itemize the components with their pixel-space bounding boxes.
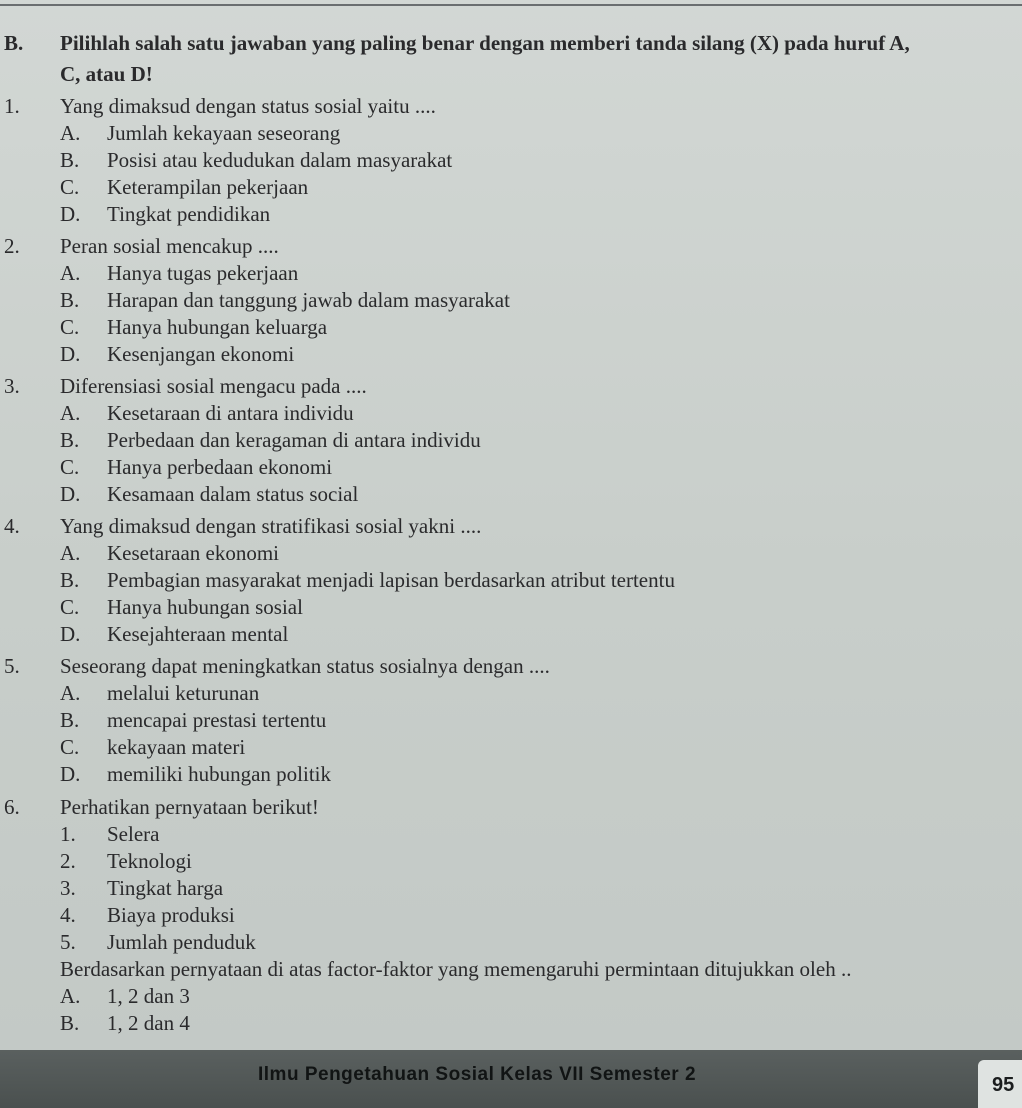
question-text: Yang dimaksud dengan status sosial yaitu .... bbox=[60, 94, 436, 118]
option-text: Hanya hubungan keluarga bbox=[107, 315, 328, 339]
option-text: Kesenjangan ekonomi bbox=[107, 342, 295, 366]
option-letter: B. bbox=[60, 428, 80, 452]
question-text: Yang dimaksud dengan stratifikasi sosial yakni .... bbox=[60, 514, 482, 538]
question-text: Diferensiasi sosial mengacu pada .... bbox=[60, 374, 367, 398]
option-letter: B. bbox=[60, 708, 80, 732]
option-letter: D. bbox=[60, 762, 81, 786]
top-rule bbox=[0, 4, 1022, 6]
question-text: Peran sosial mencakup .... bbox=[60, 234, 279, 258]
option-text: Jumlah kekayaan seseorang bbox=[107, 121, 341, 145]
option-text: memiliki hubungan politik bbox=[107, 762, 331, 786]
question-number: 2. bbox=[4, 234, 20, 258]
option-letter: D. bbox=[60, 342, 81, 366]
option-letter: C. bbox=[60, 595, 80, 619]
option-text: Kesetaraan di antara individu bbox=[107, 401, 354, 425]
option-letter: C. bbox=[60, 455, 80, 479]
question-number: 6. bbox=[4, 795, 20, 819]
option-letter: B. bbox=[60, 148, 80, 172]
statement-text: Selera bbox=[107, 822, 160, 846]
option-text: kekayaan materi bbox=[107, 735, 246, 759]
option-letter: C. bbox=[60, 315, 80, 339]
followup-text: Berdasarkan pernyataan di atas factor-faktor yang memengaruhi permintaan ditujukkan oleh .. bbox=[60, 957, 852, 981]
option-letter: C. bbox=[60, 175, 80, 199]
question-number: 3. bbox=[4, 374, 20, 398]
option-letter: A. bbox=[60, 401, 81, 425]
footer-title: Ilmu Pengetahuan Sosial Kelas VII Semester 2 bbox=[258, 1064, 697, 1085]
statement-text: Jumlah penduduk bbox=[107, 930, 256, 954]
option-text: Hanya tugas pekerjaan bbox=[107, 261, 299, 285]
question-number: 4. bbox=[4, 514, 20, 538]
statement-text: Tingkat harga bbox=[107, 876, 224, 900]
section-label: B. bbox=[4, 31, 24, 55]
option-letter: A. bbox=[60, 984, 81, 1008]
option-letter: A. bbox=[60, 121, 81, 145]
question-number: 5. bbox=[4, 654, 20, 678]
option-text: Kesamaan dalam status social bbox=[107, 482, 359, 506]
option-text: Tingkat pendidikan bbox=[107, 202, 271, 226]
statement-number: 2. bbox=[60, 849, 76, 873]
section-instruction-line2: C, atau D! bbox=[60, 62, 153, 86]
option-letter: D. bbox=[60, 202, 81, 226]
page-number: 95 bbox=[992, 1074, 1015, 1096]
option-letter: A. bbox=[60, 681, 81, 705]
statement-number: 3. bbox=[60, 876, 76, 900]
question-text: Seseorang dapat meningkatkan status sosialnya dengan .... bbox=[60, 654, 550, 678]
option-text: Posisi atau kedudukan dalam masyarakat bbox=[107, 148, 453, 172]
option-text: Harapan dan tanggung jawab dalam masyarakat bbox=[107, 288, 510, 312]
option-letter: B. bbox=[60, 568, 80, 592]
statement-number: 4. bbox=[60, 903, 76, 927]
option-text: Keterampilan pekerjaan bbox=[107, 175, 309, 199]
option-letter: B. bbox=[60, 1011, 80, 1035]
statement-number: 1. bbox=[60, 822, 76, 846]
option-text: Hanya perbedaan ekonomi bbox=[107, 455, 333, 479]
option-text: melalui keturunan bbox=[107, 681, 260, 705]
option-letter: C. bbox=[60, 735, 80, 759]
option-letter: A. bbox=[60, 541, 81, 565]
question-number: 1. bbox=[4, 94, 20, 118]
option-text: Perbedaan dan keragaman di antara individu bbox=[107, 428, 481, 452]
option-text: 1, 2 dan 4 bbox=[107, 1011, 190, 1035]
statement-text: Biaya produksi bbox=[107, 903, 235, 927]
option-letter: D. bbox=[60, 622, 81, 646]
statement-text: Teknologi bbox=[107, 849, 192, 873]
option-letter: A. bbox=[60, 261, 81, 285]
option-letter: D. bbox=[60, 482, 81, 506]
statement-number: 5. bbox=[60, 930, 76, 954]
option-text: Hanya hubungan sosial bbox=[107, 595, 303, 619]
option-text: Kesejahteraan mental bbox=[107, 622, 289, 646]
option-text: Kesetaraan ekonomi bbox=[107, 541, 280, 565]
section-instruction: Pilihlah salah satu jawaban yang paling benar dengan memberi tanda silang (X) pada huruf A, bbox=[60, 31, 910, 55]
option-text: mencapai prestasi tertentu bbox=[107, 708, 327, 732]
option-text: 1, 2 dan 3 bbox=[107, 984, 190, 1008]
option-letter: B. bbox=[60, 288, 80, 312]
question-text: Perhatikan pernyataan berikut! bbox=[60, 795, 319, 819]
option-text: Pembagian masyarakat menjadi lapisan berdasarkan atribut tertentu bbox=[107, 568, 675, 592]
